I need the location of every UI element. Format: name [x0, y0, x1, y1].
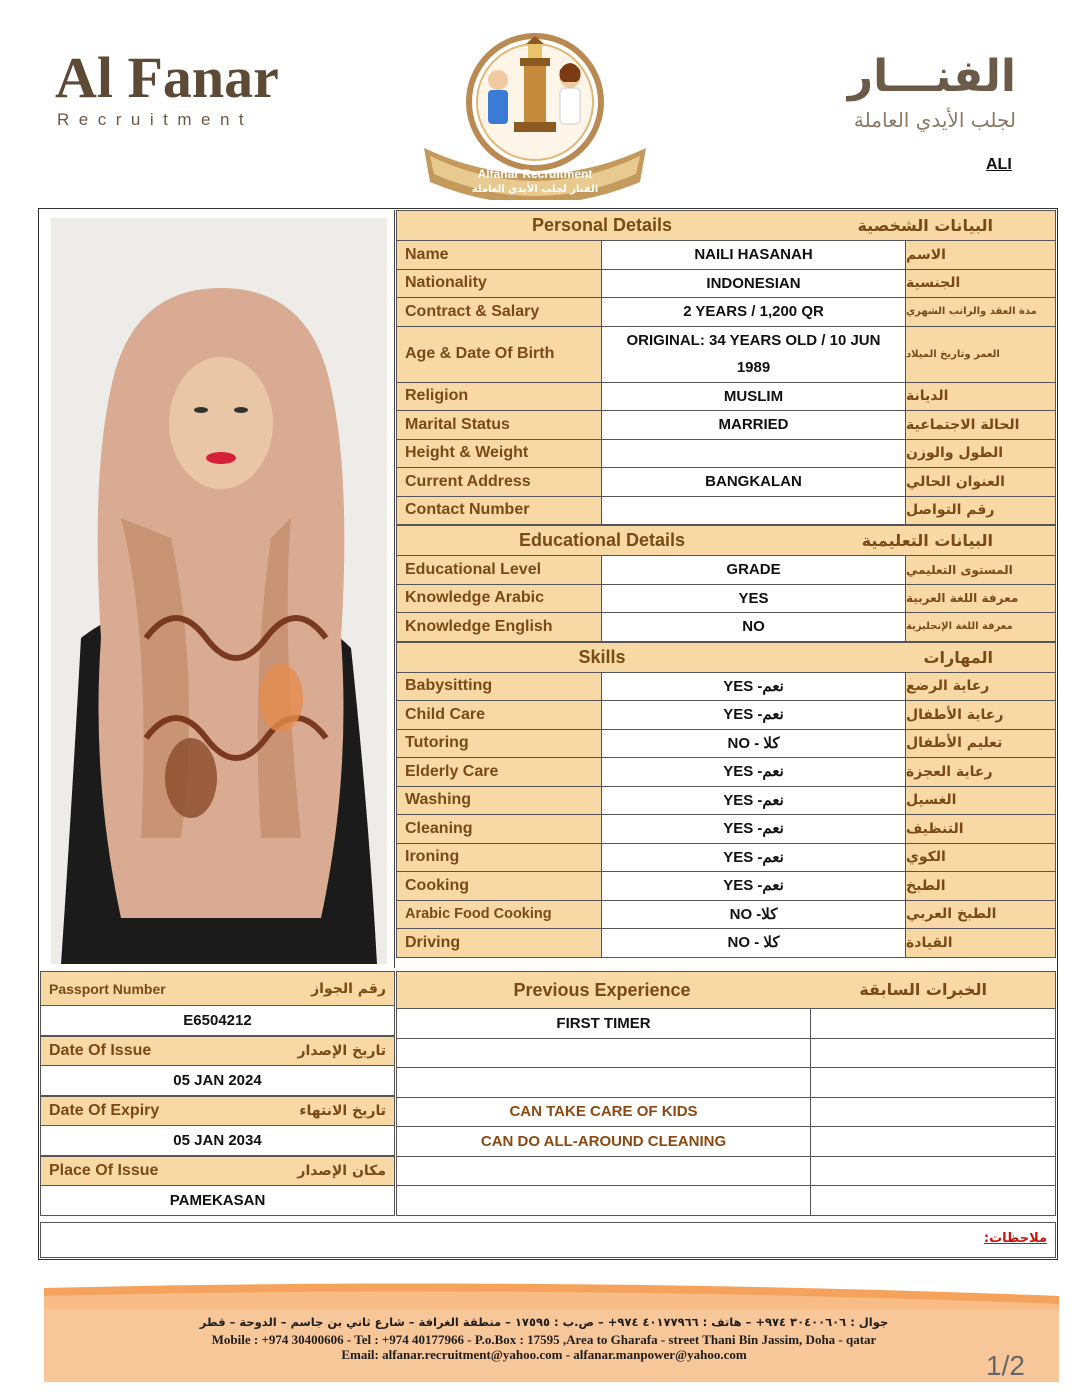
- previous-experience-title: Previous Experience: [513, 980, 691, 1000]
- passport-block: [40, 971, 395, 1216]
- row-knowledge-arabic: [396, 585, 1056, 614]
- row-elderly-care: [396, 758, 1056, 787]
- row-height-weight: [396, 440, 1056, 469]
- label-contract-salary-arabic: مدة العقد والراتب الشهري: [906, 298, 1055, 326]
- logo-ribbon-arabic: الفنار لجلب الأيدي العاملة: [471, 184, 599, 195]
- row-babysitting: [396, 673, 1056, 702]
- label-current-address: Current Address: [397, 468, 602, 496]
- label-driving: Driving: [397, 929, 602, 957]
- educational-details-title-arabic: البيانات التعليمية: [861, 531, 993, 550]
- label-marital-status: Marital Status: [397, 411, 602, 439]
- candidate-photo: [51, 218, 387, 964]
- brand-logo-arabic: [756, 50, 1016, 132]
- row-knowledge-english: [396, 613, 1056, 642]
- expiry-date-header: [40, 1096, 395, 1126]
- row-age-dob: [396, 327, 1056, 383]
- skills-header: [396, 642, 1056, 673]
- expiry-date-value: 05 JAN 2034: [40, 1126, 395, 1156]
- personal-details-header: [396, 210, 1056, 241]
- value-knowledge-arabic: YES: [602, 585, 906, 613]
- value-nationality: INDONESIAN: [602, 270, 906, 298]
- value-contact-number: [602, 497, 906, 525]
- value-child-care: YES -نعم: [602, 701, 906, 729]
- logo-ribbon-text: Alfanar Recruitment: [477, 167, 593, 181]
- footer-contact: [44, 1313, 1044, 1362]
- experience-entry: [397, 1039, 811, 1068]
- label-nationality: Nationality: [397, 270, 602, 298]
- value-contract-salary: 2 YEARS / 1,200 QR: [602, 298, 906, 326]
- value-knowledge-english: NO: [602, 613, 906, 641]
- place-of-issue-value: PAMEKASAN: [40, 1186, 395, 1216]
- passport-number-label: Passport Number: [49, 980, 166, 997]
- label-knowledge-arabic-arabic: معرفة اللغة العربية: [906, 585, 1055, 613]
- footer-arabic-address: جوال : ٣٠٤٠٠٦٠٦ ٩٧٤+ – هاتف : ٤٠١٧٧٩٦٦ ٩٧٤+ – ص.ب : ١٧٥٩٥ – منطقة الغرافة – شارع ثاني بن جاسم – الدوحة – قطر: [199, 1315, 889, 1329]
- footer-email: Email: alfanar.recruitment@yahoo.com - alfanar.manpower@yahoo.com: [341, 1347, 747, 1362]
- experience-entry: [397, 1186, 811, 1215]
- label-age-dob-arabic: العمر وتاريخ الميلاد: [906, 327, 1055, 382]
- passport-number-header: [40, 971, 395, 1006]
- experience-entry: FIRST TIMER: [397, 1009, 811, 1038]
- label-cooking-arabic: الطبخ: [906, 872, 1055, 900]
- brand-logo-english: [55, 45, 315, 130]
- label-religion-arabic: الديانة: [906, 383, 1055, 411]
- footer-english-address: Mobile : +974 30400606 - Tel : +974 40177966 - P.o.Box : 17595 ,Area to Gharafa - street Thani Bin Jassim, Doha - qatar: [211, 1332, 877, 1347]
- label-babysitting: Babysitting: [397, 673, 602, 701]
- label-current-address-arabic: العنوان الحالي: [906, 468, 1055, 496]
- previous-experience-block: [396, 971, 1056, 1216]
- details-table: [396, 210, 1056, 958]
- label-knowledge-english-arabic: معرفة اللغة الإنجليزية: [906, 613, 1055, 641]
- label-ironing-arabic: الكوي: [906, 844, 1055, 872]
- row-current-address: [396, 468, 1056, 497]
- label-ironing: Ironing: [397, 844, 602, 872]
- passport-number-value: E6504212: [40, 1006, 395, 1036]
- value-height-weight: [602, 440, 906, 468]
- lighthouse-logo-icon: [418, 30, 652, 200]
- brand-name-english: Al Fanar: [55, 45, 279, 110]
- row-contact-number: [396, 497, 1056, 526]
- label-cleaning-arabic: التنظيف: [906, 815, 1055, 843]
- experience-row: [396, 1009, 1056, 1039]
- label-contact-number-arabic: رقم التواصل: [906, 497, 1055, 525]
- expiry-date-label-arabic: تاريخ الانتهاء: [299, 1103, 386, 1119]
- experience-entry: [397, 1157, 811, 1186]
- row-arabic-food-cooking: [396, 901, 1056, 930]
- label-tutoring: Tutoring: [397, 730, 602, 758]
- label-religion: Religion: [397, 383, 602, 411]
- experience-entry: [397, 1068, 811, 1097]
- label-washing-arabic: الغسيل: [906, 787, 1055, 815]
- label-contact-number: Contact Number: [397, 497, 602, 525]
- row-cleaning: [396, 815, 1056, 844]
- row-marital-status: [396, 411, 1056, 440]
- issue-date-header: [40, 1036, 395, 1066]
- row-child-care: [396, 701, 1056, 730]
- value-current-address: BANGKALAN: [602, 468, 906, 496]
- place-of-issue-label-arabic: مكان الإصدار: [297, 1163, 386, 1179]
- educational-details-header: [396, 525, 1056, 556]
- previous-experience-title-arabic: الخبرات السابقة: [859, 980, 987, 999]
- row-educational-level: [396, 556, 1056, 585]
- skills-title: Skills: [578, 646, 626, 667]
- label-height-weight-arabic: الطول والوزن: [906, 440, 1055, 468]
- label-contract-salary: Contract & Salary: [397, 298, 602, 326]
- value-elderly-care: YES -نعم: [602, 758, 906, 786]
- label-educational-level: Educational Level: [397, 556, 602, 584]
- value-name: NAILI HASANAH: [602, 241, 906, 269]
- label-elderly-care: Elderly Care: [397, 758, 602, 786]
- label-educational-level-arabic: المستوى التعليمي: [906, 556, 1055, 584]
- label-washing: Washing: [397, 787, 602, 815]
- row-tutoring: [396, 730, 1056, 759]
- label-name: Name: [397, 241, 602, 269]
- label-age-dob: Age & Date Of Birth: [397, 327, 602, 382]
- previous-experience-header: [396, 971, 1056, 1009]
- row-driving: [396, 929, 1056, 958]
- issue-date-value: 05 JAN 2024: [40, 1066, 395, 1096]
- value-tutoring: NO - كلا: [602, 730, 906, 758]
- value-babysitting: YES -نعم: [602, 673, 906, 701]
- value-religion: MUSLIM: [602, 383, 906, 411]
- experience-row: [396, 1098, 1056, 1128]
- row-contract-salary: [396, 298, 1056, 327]
- brand-name-arabic: الفنـــار: [847, 51, 1016, 102]
- remarks-box: [40, 1222, 1056, 1258]
- value-driving: NO - كلا: [602, 929, 906, 957]
- row-religion: [396, 383, 1056, 412]
- label-child-care: Child Care: [397, 701, 602, 729]
- row-name: [396, 241, 1056, 270]
- row-washing: [396, 787, 1056, 816]
- value-cooking: YES -نعم: [602, 872, 906, 900]
- personal-details-title-arabic: البيانات الشخصية: [857, 216, 993, 235]
- place-of-issue-label: Place Of Issue: [49, 1162, 159, 1179]
- row-nationality: [396, 270, 1056, 299]
- value-arabic-food-cooking: NO -كلا: [602, 901, 906, 929]
- agent-code: ALI: [986, 156, 1012, 173]
- issue-date-label-arabic: تاريخ الإصدار: [297, 1043, 386, 1059]
- experience-row: [396, 1157, 1056, 1187]
- page-number: 1/2: [986, 1350, 1025, 1381]
- experience-row: [396, 1039, 1056, 1069]
- label-cooking: Cooking: [397, 872, 602, 900]
- label-child-care-arabic: رعاية الأطفال: [906, 701, 1055, 729]
- row-cooking: [396, 872, 1056, 901]
- experience-entry: CAN TAKE CARE OF KIDS: [397, 1098, 811, 1127]
- label-knowledge-english: Knowledge English: [397, 613, 602, 641]
- label-tutoring-arabic: تعليم الأطفال: [906, 730, 1055, 758]
- label-nationality-arabic: الجنسية: [906, 270, 1055, 298]
- label-babysitting-arabic: رعاية الرضع: [906, 673, 1055, 701]
- issue-date-label: Date Of Issue: [49, 1042, 152, 1059]
- experience-row: [396, 1068, 1056, 1098]
- label-height-weight: Height & Weight: [397, 440, 602, 468]
- expiry-date-label: Date Of Expiry: [49, 1102, 160, 1119]
- passport-number-label-arabic: رقم الجواز: [311, 980, 386, 997]
- label-cleaning: Cleaning: [397, 815, 602, 843]
- label-arabic-food-cooking-arabic: الطبخ العربي: [906, 901, 1055, 929]
- brand-tagline-english: Recruitment: [57, 110, 254, 129]
- value-age-dob: ORIGINAL: 34 YEARS OLD / 10 JUN 1989: [602, 327, 906, 382]
- value-washing: YES -نعم: [602, 787, 906, 815]
- place-of-issue-header: [40, 1156, 395, 1186]
- value-ironing: YES -نعم: [602, 844, 906, 872]
- row-ironing: [396, 844, 1056, 873]
- experience-row: [396, 1186, 1056, 1216]
- experience-row: [396, 1127, 1056, 1157]
- value-educational-level: GRADE: [602, 556, 906, 584]
- brand-tagline-arabic: لجلب الأيدي العاملة: [853, 108, 1016, 132]
- experience-entry: CAN DO ALL-AROUND CLEANING: [397, 1127, 811, 1156]
- label-driving-arabic: القيادة: [906, 929, 1055, 957]
- label-arabic-food-cooking: Arabic Food Cooking: [397, 901, 602, 929]
- skills-title-arabic: المهارات: [923, 647, 993, 667]
- value-marital-status: MARRIED: [602, 411, 906, 439]
- label-elderly-care-arabic: رعاية العجزة: [906, 758, 1055, 786]
- value-cleaning: YES -نعم: [602, 815, 906, 843]
- personal-details-title: Personal Details: [531, 215, 673, 235]
- remarks-label: ملاحظات:: [983, 1231, 1047, 1246]
- educational-details-title: Educational Details: [518, 530, 686, 550]
- label-marital-status-arabic: الحالة الاجتماعية: [906, 411, 1055, 439]
- label-name-arabic: الاسم: [906, 241, 1055, 269]
- label-knowledge-arabic: Knowledge Arabic: [397, 585, 602, 613]
